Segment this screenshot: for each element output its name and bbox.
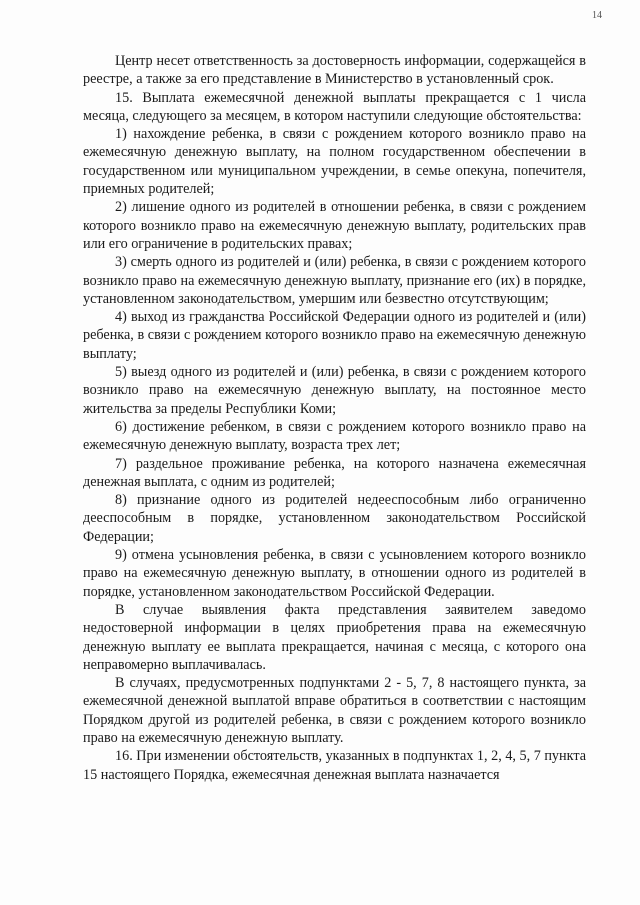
paragraph-item-16: 16. При изменении обстоятельств, указанных в подпунктах 1, 2, 4, 5, 7 пункта 15 настоящего Порядка, ежемесячная денежная выплата назначается	[83, 748, 586, 783]
paragraph-subitem-6: 6) достижение ребенком, в связи с рождением которого возникло право на ежемесячную денежную выплату, возраста трех лет;	[83, 418, 586, 454]
paragraph-subitem-2: 2) лишение одного из родителей в отношении ребенка, в связи с рождением которого возникло право на ежемесячную денежную выплату, родительских прав или его ограничение в родительских правах;	[83, 199, 586, 252]
paragraph-item-15: 15. Выплата ежемесячной денежной выплаты прекращается с 1 числа месяца, следующего за месяцем, в котором наступили следующие обстоятельства:	[83, 89, 586, 124]
paragraph-false-information: В случае выявления факта представления заявителем заведомо недостоверной информации в целях приобретения права на ежемесячную денежную выплату ее выплата прекращается, начиная с месяца, с которого она неправомерно выплачивалась.	[83, 601, 586, 673]
paragraph-center-responsibility: Центр несет ответственность за достоверность информации, содержащейся в реестре, а также за его представление в Министерство в установленный срок.	[83, 53, 586, 88]
document-body	[83, 52, 586, 784]
paragraph-subitem-9: 9) отмена усыновления ребенка, в связи с усыновлением которого возникло право на ежемесячную денежную выплату, в отношении одного из родителей в порядке, установленном законодательством Российской Федерации.	[83, 547, 586, 600]
paragraph-subitem-3: 3) смерть одного из родителей и (или) ребенка, в связи с рождением которого возникло право на ежемесячную денежную выплату, признание его (их) в порядке, установленном законодательством, умершим или безвестно отсутствующим;	[83, 254, 586, 307]
paragraph-subitem-8: 8) признание одного из родителей недееспособным либо ограниченно дееспособным в порядке, установленном законодательством Российской Федерации;	[83, 492, 586, 545]
page-number: 14	[592, 10, 602, 21]
paragraph-subitem-5: 5) выезд одного из родителей и (или) ребенка, в связи с рождением которого возникло право на ежемесячную денежную выплату, на постоянное место жительства за пределы Республики Коми;	[83, 364, 586, 417]
paragraph-other-parent: В случаях, предусмотренных подпунктами 2 - 5, 7, 8 настоящего пункта, за ежемесячной денежной выплатой вправе обратиться в соответствии с настоящим Порядком другой из родителей ребенка, в связи с рождением которого возникло право на ежемесячную денежную выплату.	[83, 675, 586, 746]
paragraph-subitem-7: 7) раздельное проживание ребенка, на которого назначена ежемесячная денежная выплата, с одним из родителей;	[83, 455, 586, 490]
paragraph-subitem-1: 1) нахождение ребенка, в связи с рождением которого возникло право на ежемесячную денежную выплату, на полном государственном обеспечении в государственном или муниципальном учреждении, в семье опекуна, попечителя, приемных родителей;	[83, 126, 586, 198]
paragraph-subitem-4: 4) выход из гражданства Российской Федерации одного из родителей и (или) ребенка, в связи с рождением которого возникло право на ежемесячную денежную выплату;	[83, 309, 586, 362]
